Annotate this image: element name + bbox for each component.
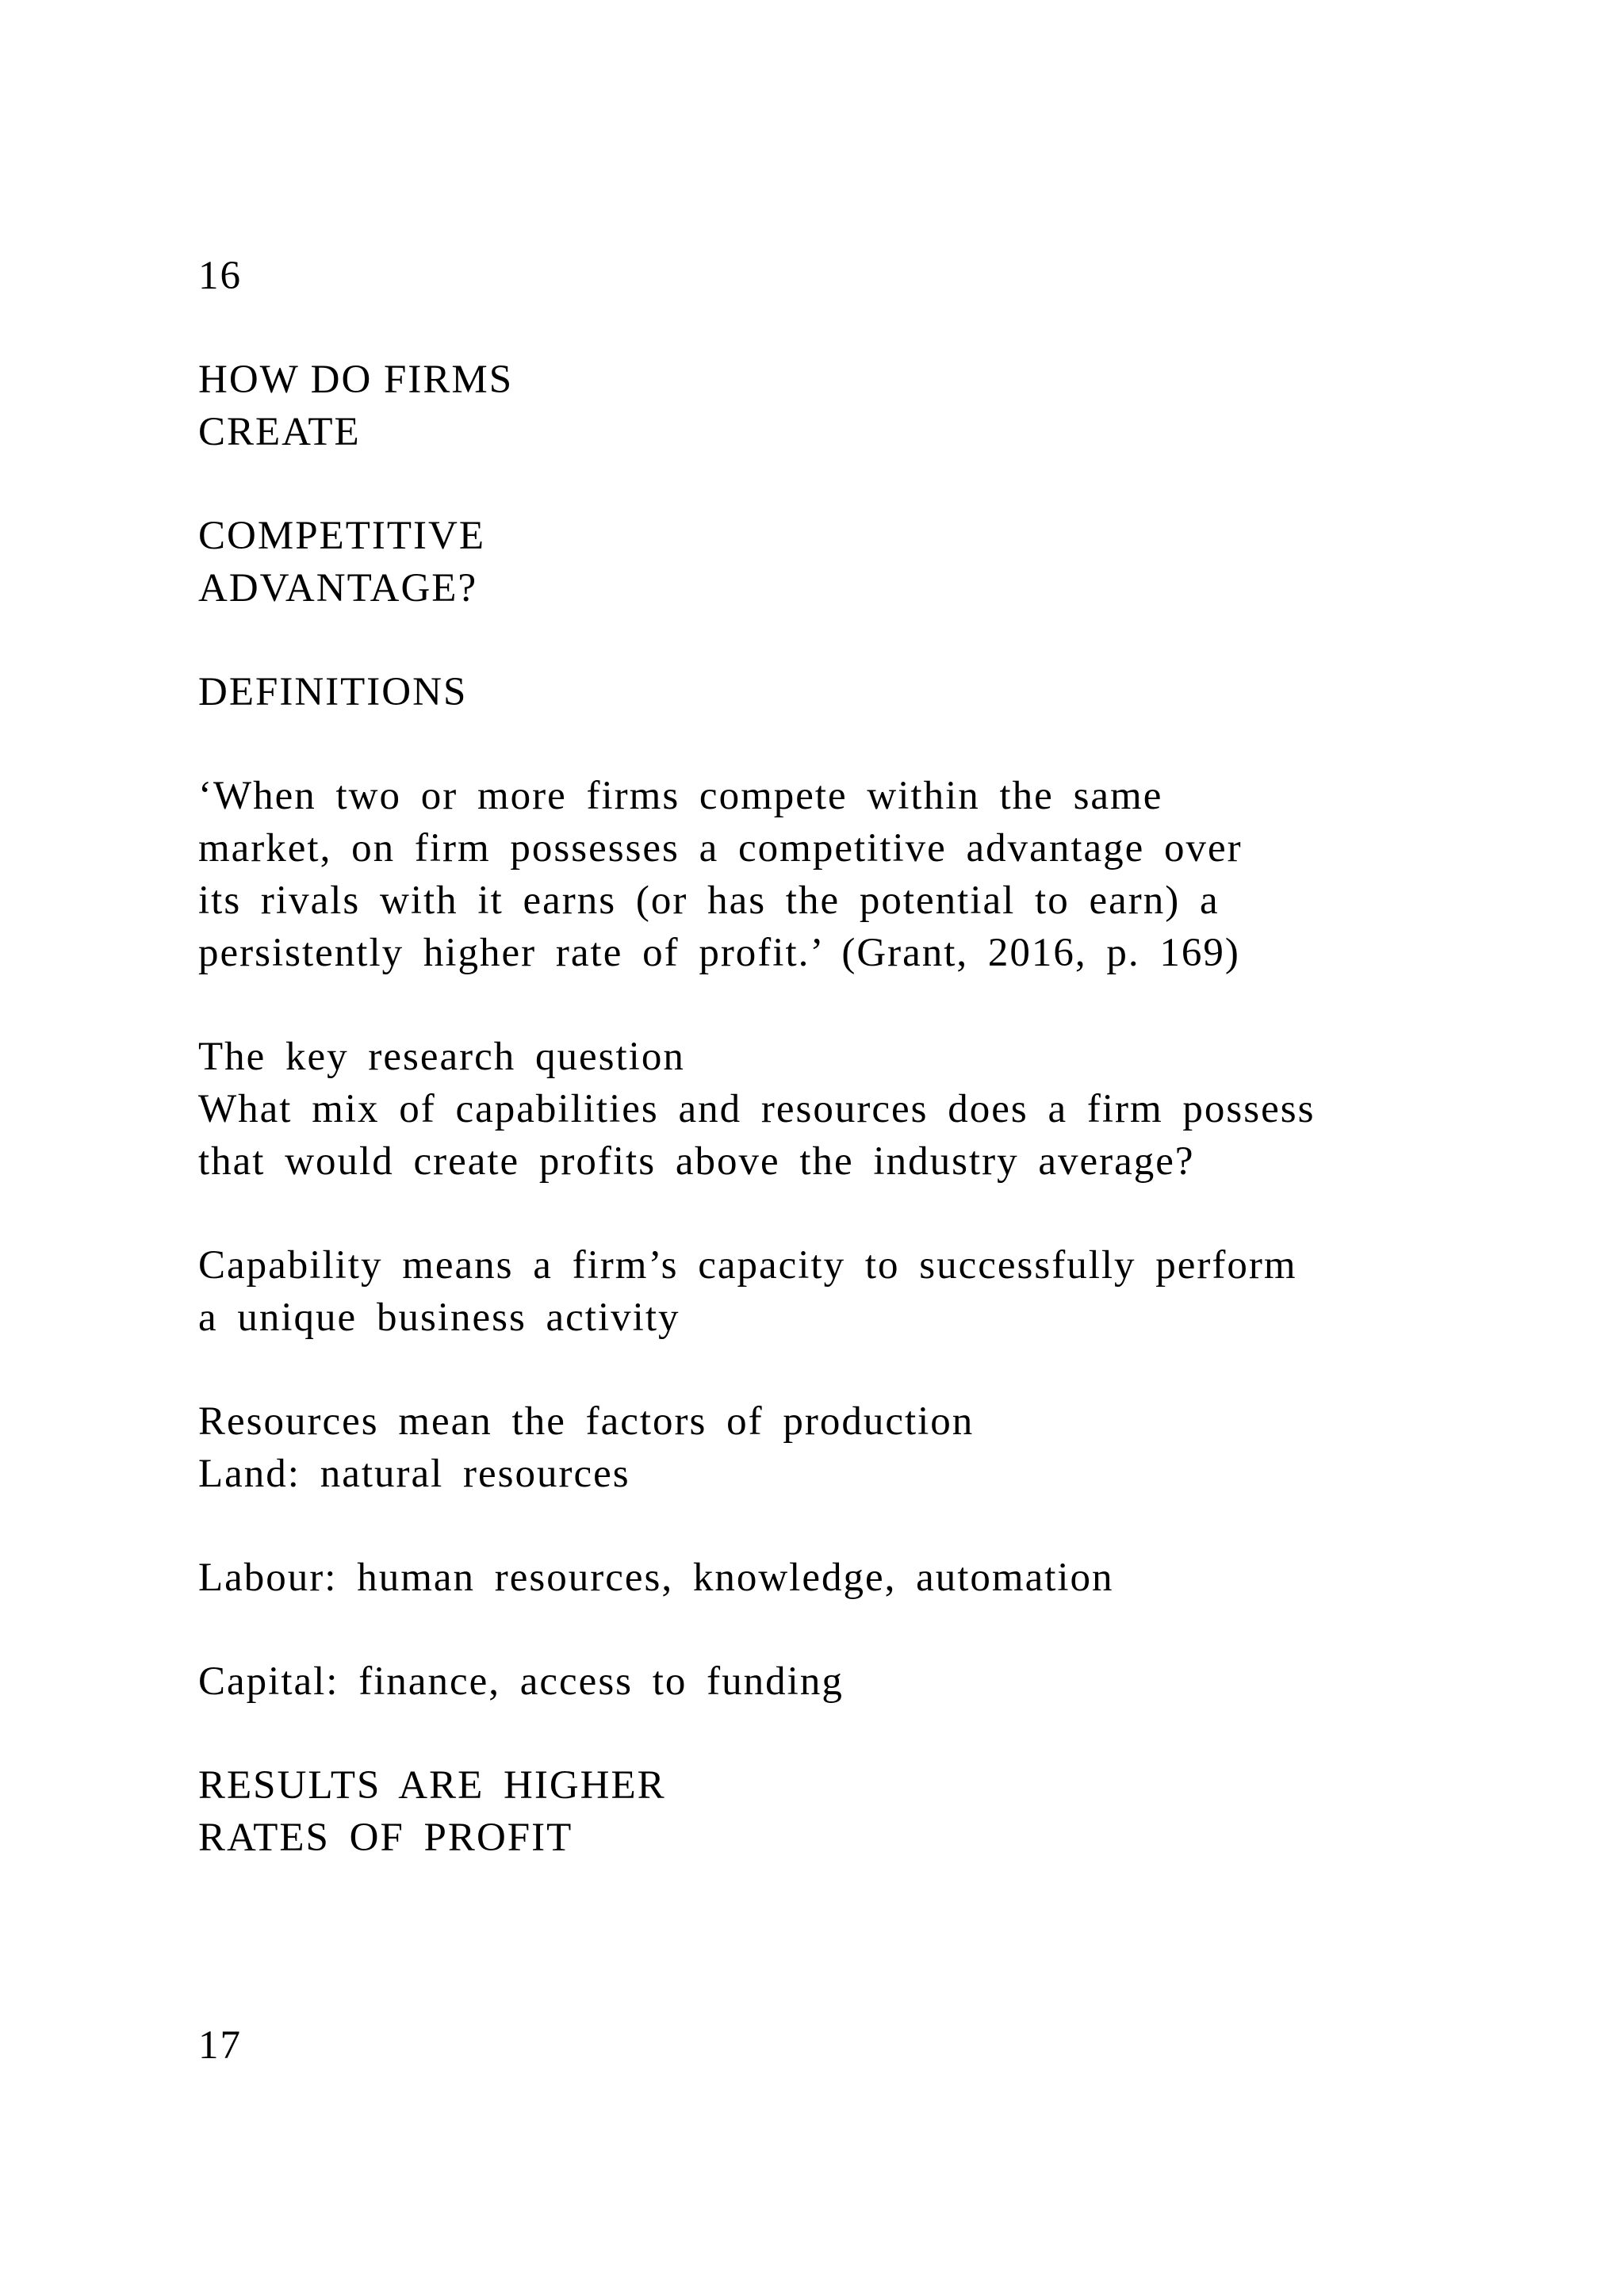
resources-capital: Capital: finance, access to funding (198, 1659, 844, 1704)
capability-line-2: a unique business activity (198, 1295, 680, 1340)
definitions-heading: DEFINITIONS (198, 670, 468, 714)
heading-line-3: COMPETITIVE (198, 514, 485, 558)
page-number-top: 16 (198, 254, 242, 298)
quote-line-1: ‘When two or more firms compete within the same (198, 774, 1163, 818)
heading-line-1: HOW DO FIRMS (198, 358, 514, 402)
heading-line-4: ADVANTAGE? (198, 566, 478, 610)
resources-line-1: Resources mean the factors of production (198, 1399, 975, 1444)
research-question-line-1: What mix of capabilities and resources does a firm possess (198, 1087, 1316, 1131)
capability-line-1: Capability means a firm’s capacity to successfully perform (198, 1243, 1297, 1288)
research-question-label: The key research question (198, 1035, 685, 1079)
results-line-1: RESULTS ARE HIGHER (198, 1763, 666, 1808)
resources-land: Land: natural resources (198, 1452, 630, 1496)
quote-line-4: persistently higher rate of profit.’ (Grant, 2016, p. 169) (198, 931, 1240, 975)
research-question-line-2: that would create profits above the industry average? (198, 1139, 1195, 1184)
quote-line-3: its rivals with it earns (or has the potential to earn) a (198, 878, 1220, 923)
resources-labour: Labour: human resources, knowledge, automation (198, 1556, 1114, 1600)
results-line-2: RATES OF PROFIT (198, 1816, 573, 1860)
heading-line-2: CREATE (198, 410, 361, 454)
quote-line-2: market, on firm possesses a competitive advantage over (198, 826, 1243, 871)
page-number-bottom: 17 (198, 2023, 242, 2068)
